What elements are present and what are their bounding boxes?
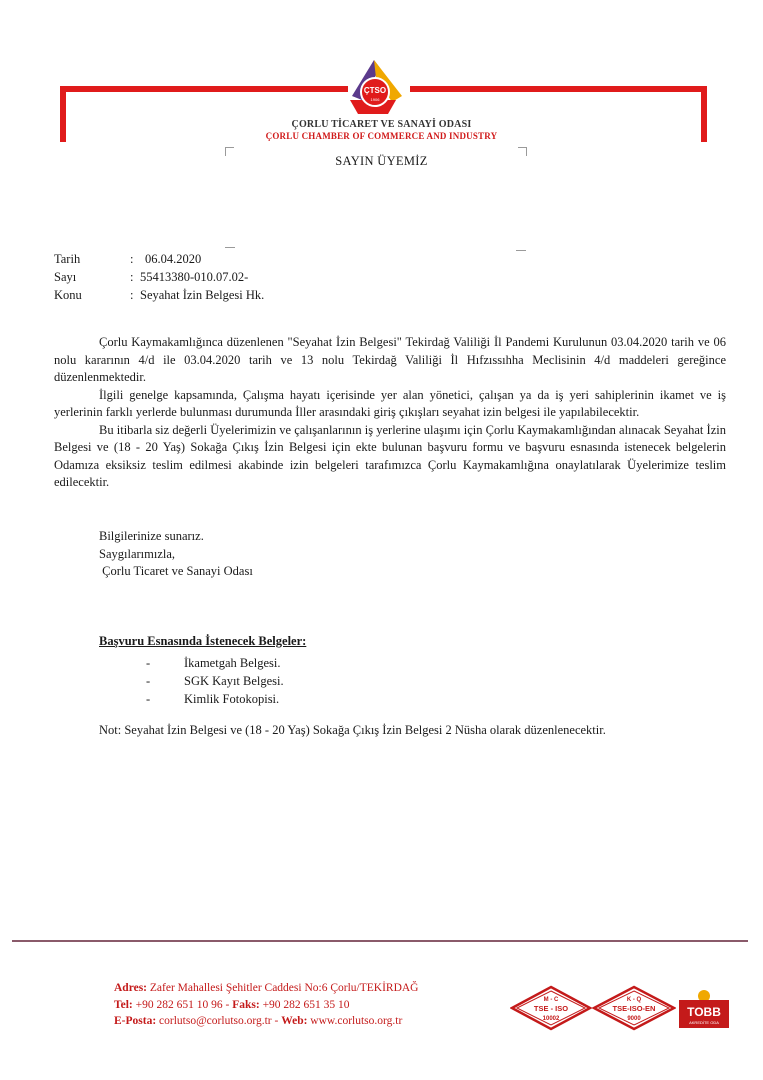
list-item-text: Kimlik Fotokopisi. xyxy=(184,692,280,706)
footer-phone-line xyxy=(114,997,418,1014)
badge-text: M - C xyxy=(543,997,559,1003)
address-window-corner xyxy=(225,247,235,248)
logo-text: ÇTSO xyxy=(363,86,387,95)
meta-row-subject xyxy=(54,286,264,304)
meta-colon: : xyxy=(130,270,134,284)
signature-org: Çorlu Ticaret ve Sanayi Odası xyxy=(99,564,253,578)
body-paragraph: Bu itibarla siz değerli Üyelerimizin ve çalışanlarının iş yerlerine ulaşımı için Çorlu Kaymakamlığından alınacak Seyahat İzin Belgesi ve (18 - 20 Yaş) Sokağa Çıkış İzin Belgesi için ekte bulunan başvuru formu ve başvuru esnasında istenecek belgelerin Odamıza eksiksiz teslim edilmesi akabinde izin belgeleri tarafımızca Çorlu Kaymakamlığına onaylatılarak Üyelerimize teslim edilecektir. xyxy=(54,422,726,489)
address-label: Adres: xyxy=(114,982,148,994)
list-bullet: - xyxy=(146,674,151,688)
meta-colon: : xyxy=(130,252,134,266)
tobb-text: TOBB xyxy=(687,1005,721,1019)
footer-contact xyxy=(114,980,418,1030)
list-bullet: - xyxy=(146,656,151,670)
body-paragraph: İlgili genelge kapsamında, Çalışma hayatı içerisinde yer alan yönetici, çalışan ya da iş yeri sahiplerinin ikamet ve iş yerlerinin farklı yerlerde bulunması durumunda İller arasındaki giriş çıkışları seyahat izin belgesi ile yapılabilecektir. xyxy=(54,387,726,419)
tse-iso-9000-badge xyxy=(592,985,676,1031)
address-value: Zafer Mahallesi Şehitler Caddesi No:6 Çorlu/TEKİRDAĞ xyxy=(147,982,419,994)
meta-label: Konu xyxy=(54,288,82,302)
meta-row-number xyxy=(54,268,264,286)
list-item-text: SGK Kayıt Belgesi. xyxy=(184,674,284,688)
web-label: Web: xyxy=(281,1015,308,1027)
meta-value: Seyahat İzin Belgesi Hk. xyxy=(140,288,265,302)
org-name-tr: ÇORLU TİCARET VE SANAYİ ODASI xyxy=(291,119,472,130)
meta-value: 55413380-010.07.02- xyxy=(140,270,249,284)
tse-iso-10002-badge xyxy=(510,985,592,1031)
badge-text: 10002 xyxy=(542,1016,560,1022)
meta-value: 06.04.2020 xyxy=(145,252,202,266)
letter-body xyxy=(54,334,726,492)
footer-web-line xyxy=(114,1013,418,1030)
closing-line: Saygılarımızla, xyxy=(99,546,176,561)
badge-text: TSE-ISO-EN xyxy=(612,1004,656,1013)
letterhead-frame-top-right xyxy=(410,86,707,92)
salutation: SAYIN ÜYEMİZ xyxy=(335,154,428,168)
meta-colon: : xyxy=(130,288,134,302)
footer-address-line xyxy=(114,980,418,997)
list-item xyxy=(146,654,284,672)
web-link[interactable]: www.corlutso.org.tr xyxy=(307,1015,403,1027)
badge-text: 9000 xyxy=(627,1016,641,1022)
letterhead-frame-top-left xyxy=(60,86,348,92)
ctso-logo xyxy=(344,56,406,120)
letter-meta xyxy=(54,250,264,304)
meta-label: Tarih xyxy=(54,252,81,266)
requirements-title: Başvuru Esnasında İstenecek Belgeler: xyxy=(99,634,307,648)
badge-text: K - Q xyxy=(626,997,642,1003)
closing-line: Bilgilerinize sunarız. xyxy=(99,529,204,543)
list-item-text: İkametgah Belgesi. xyxy=(184,656,281,670)
tel-value: +90 282 651 10 96 - xyxy=(132,998,233,1011)
badge-text: TSE - ISO xyxy=(533,1004,569,1013)
fax-value: +90 282 651 35 10 xyxy=(259,998,350,1011)
org-name-en: ÇORLU CHAMBER OF COMMERCE AND INDUSTRY xyxy=(265,131,498,141)
logo-year: 1906 xyxy=(370,97,380,102)
closing-block xyxy=(99,528,253,581)
list-item xyxy=(146,690,284,708)
fax-label: Faks: xyxy=(232,998,260,1011)
requirements-list xyxy=(146,654,284,708)
list-item xyxy=(146,672,284,690)
note-text: Not: Seyahat İzin Belgesi ve (18 - 20 Yaş) Sokağa Çıkış İzin Belgesi 2 Nüsha olarak düzenlenecektir. xyxy=(99,723,606,737)
footer-divider xyxy=(12,940,748,942)
meta-label: Sayı xyxy=(54,270,77,284)
email-label: E-Posta: xyxy=(114,1015,157,1027)
body-paragraph: Çorlu Kaymakamlığınca düzenlenen "Seyahat İzin Belgesi" Tekirdağ Valiliği İl Pandemi Kurulunun 03.04.2020 tarih ve 06 nolu kararının 4/d ile 03.04.2020 tarih ve 13 nolu Tekirdağ Valiliği İl Hıfzıssıhha Meclisinin 4/d maddeleri gereğince düzenlenmektedir. xyxy=(54,335,726,384)
email-link[interactable]: corlutso@corlutso.org.tr - xyxy=(156,1015,282,1027)
list-bullet: - xyxy=(146,692,151,706)
tobb-sub: AKREDİTE ODA xyxy=(689,1020,719,1025)
meta-row-date xyxy=(54,250,264,268)
tel-label: Tel: xyxy=(114,998,133,1011)
address-window-corner xyxy=(516,250,526,251)
tobb-accredited-logo xyxy=(677,988,731,1030)
